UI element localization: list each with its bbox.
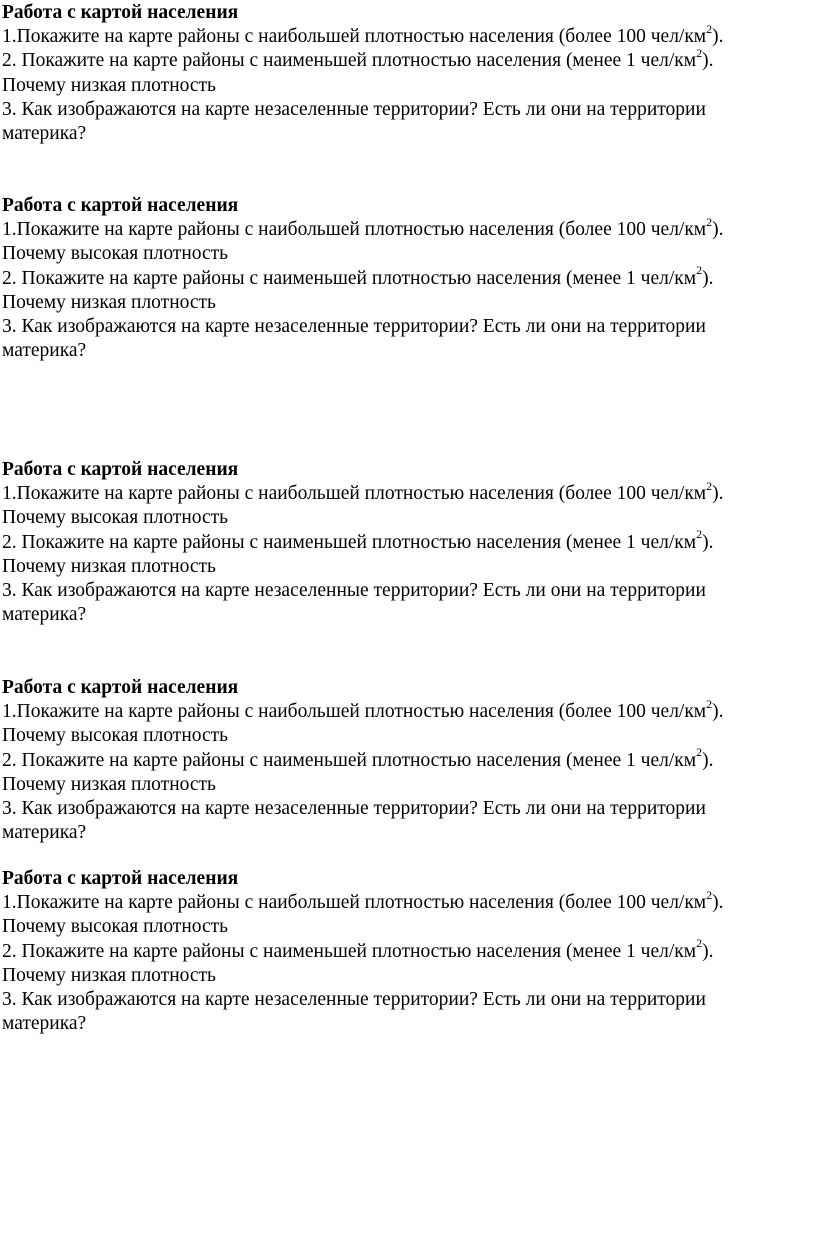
- superscript: 2: [696, 745, 703, 760]
- question-1-end: ).: [712, 892, 724, 914]
- question-3-line-1: 3. Как изображаются на карте незаселенные территории? Есть ли они на территории: [2, 316, 706, 338]
- superscript: 2: [696, 936, 703, 951]
- question-1-text: 1.Покажите на карте районы с наибольшей плотностью населения (более 100 чел/км: [2, 219, 707, 241]
- superscript: 2: [706, 887, 713, 902]
- block-title: Работа с картой населения: [2, 459, 239, 480]
- question-1-reason: Почему высокая плотность: [2, 916, 229, 938]
- question-2-text: 2. Покажите на карте районы с наименьшей плотностью населения (менее 1 чел/км: [2, 749, 697, 771]
- question-3-line-1: 3. Как изображаются на карте незаселенные территории? Есть ли они на территории: [2, 580, 706, 602]
- question-2: [2, 263, 802, 291]
- question-1: [2, 887, 802, 915]
- superscript: 2: [706, 21, 713, 36]
- block-title: Работа с картой населения: [2, 677, 239, 698]
- superscript: 2: [706, 214, 713, 229]
- superscript: 2: [696, 527, 703, 542]
- question-1-reason: Почему высокая плотность: [2, 243, 229, 265]
- question-2: [2, 745, 802, 773]
- question-1-reason: Почему высокая плотность: [2, 725, 229, 747]
- question-2-text: 2. Покажите на карте районы с наименьшей плотностью населения (менее 1 чел/км: [2, 940, 697, 962]
- question-2-end: ).: [702, 749, 714, 771]
- worksheet-block-5: [2, 867, 802, 1036]
- question-2-end: ).: [702, 531, 714, 553]
- question-3-line-2: материка?: [2, 123, 87, 145]
- worksheet-block-3: [2, 458, 802, 627]
- question-3-line-2: материка?: [2, 340, 87, 362]
- question-2-reason: Почему низкая плотность: [2, 555, 216, 577]
- question-2-text: 2. Покажите на карте районы с наименьшей плотностью населения (менее 1 чел/км: [2, 50, 697, 72]
- question-1: [2, 21, 802, 49]
- question-1-text: 1.Покажите на карте районы с наибольшей плотностью населения (более 100 чел/км: [2, 892, 707, 914]
- worksheet-block-2: [2, 194, 802, 363]
- question-1-end: ).: [712, 26, 724, 48]
- question-2-end: ).: [702, 267, 714, 289]
- question-3-line-1: 3. Как изображаются на карте незаселенные территории? Есть ли они на территории: [2, 798, 706, 820]
- question-1-text: 1.Покажите на карте районы с наибольшей плотностью населения (более 100 чел/км: [2, 483, 707, 505]
- question-3-line-2: материка?: [2, 604, 87, 626]
- superscript: 2: [696, 45, 703, 60]
- superscript: 2: [696, 263, 703, 278]
- question-2-reason: Почему низкая плотность: [2, 74, 216, 96]
- question-3-line-2: материка?: [2, 822, 87, 844]
- question-2: [2, 936, 802, 964]
- question-1-text: 1.Покажите на карте районы с наибольшей плотностью населения (более 100 чел/км: [2, 701, 707, 723]
- block-title: Работа с картой населения: [2, 2, 239, 23]
- superscript: 2: [706, 478, 713, 493]
- question-2-end: ).: [702, 50, 714, 72]
- worksheet-block-4: [2, 676, 802, 845]
- question-1-end: ).: [712, 219, 724, 241]
- question-1: [2, 696, 802, 724]
- question-3-line-2: материка?: [2, 1013, 87, 1035]
- question-1: [2, 478, 802, 506]
- question-3-line-1: 3. Как изображаются на карте незаселенные территории? Есть ли они на территории: [2, 98, 706, 120]
- question-2-text: 2. Покажите на карте районы с наименьшей плотностью населения (менее 1 чел/км: [2, 531, 697, 553]
- worksheet-block-1: [2, 1, 802, 146]
- question-2: [2, 45, 802, 73]
- question-1-reason: Почему высокая плотность: [2, 507, 229, 529]
- question-1-end: ).: [712, 483, 724, 505]
- superscript: 2: [706, 696, 713, 711]
- question-1-text: 1.Покажите на карте районы с наибольшей плотностью населения (более 100 чел/км: [2, 26, 707, 48]
- question-2-reason: Почему низкая плотность: [2, 291, 216, 313]
- block-title: Работа с картой населения: [2, 868, 239, 889]
- question-3-line-1: 3. Как изображаются на карте незаселенные территории? Есть ли они на территории: [2, 989, 706, 1011]
- question-2-text: 2. Покажите на карте районы с наименьшей плотностью населения (менее 1 чел/км: [2, 267, 697, 289]
- question-2-reason: Почему низкая плотность: [2, 773, 216, 795]
- question-2-end: ).: [702, 940, 714, 962]
- question-1: [2, 214, 802, 242]
- block-title: Работа с картой населения: [2, 195, 239, 216]
- question-1-end: ).: [712, 701, 724, 723]
- question-2: [2, 527, 802, 555]
- question-2-reason: Почему низкая плотность: [2, 964, 216, 986]
